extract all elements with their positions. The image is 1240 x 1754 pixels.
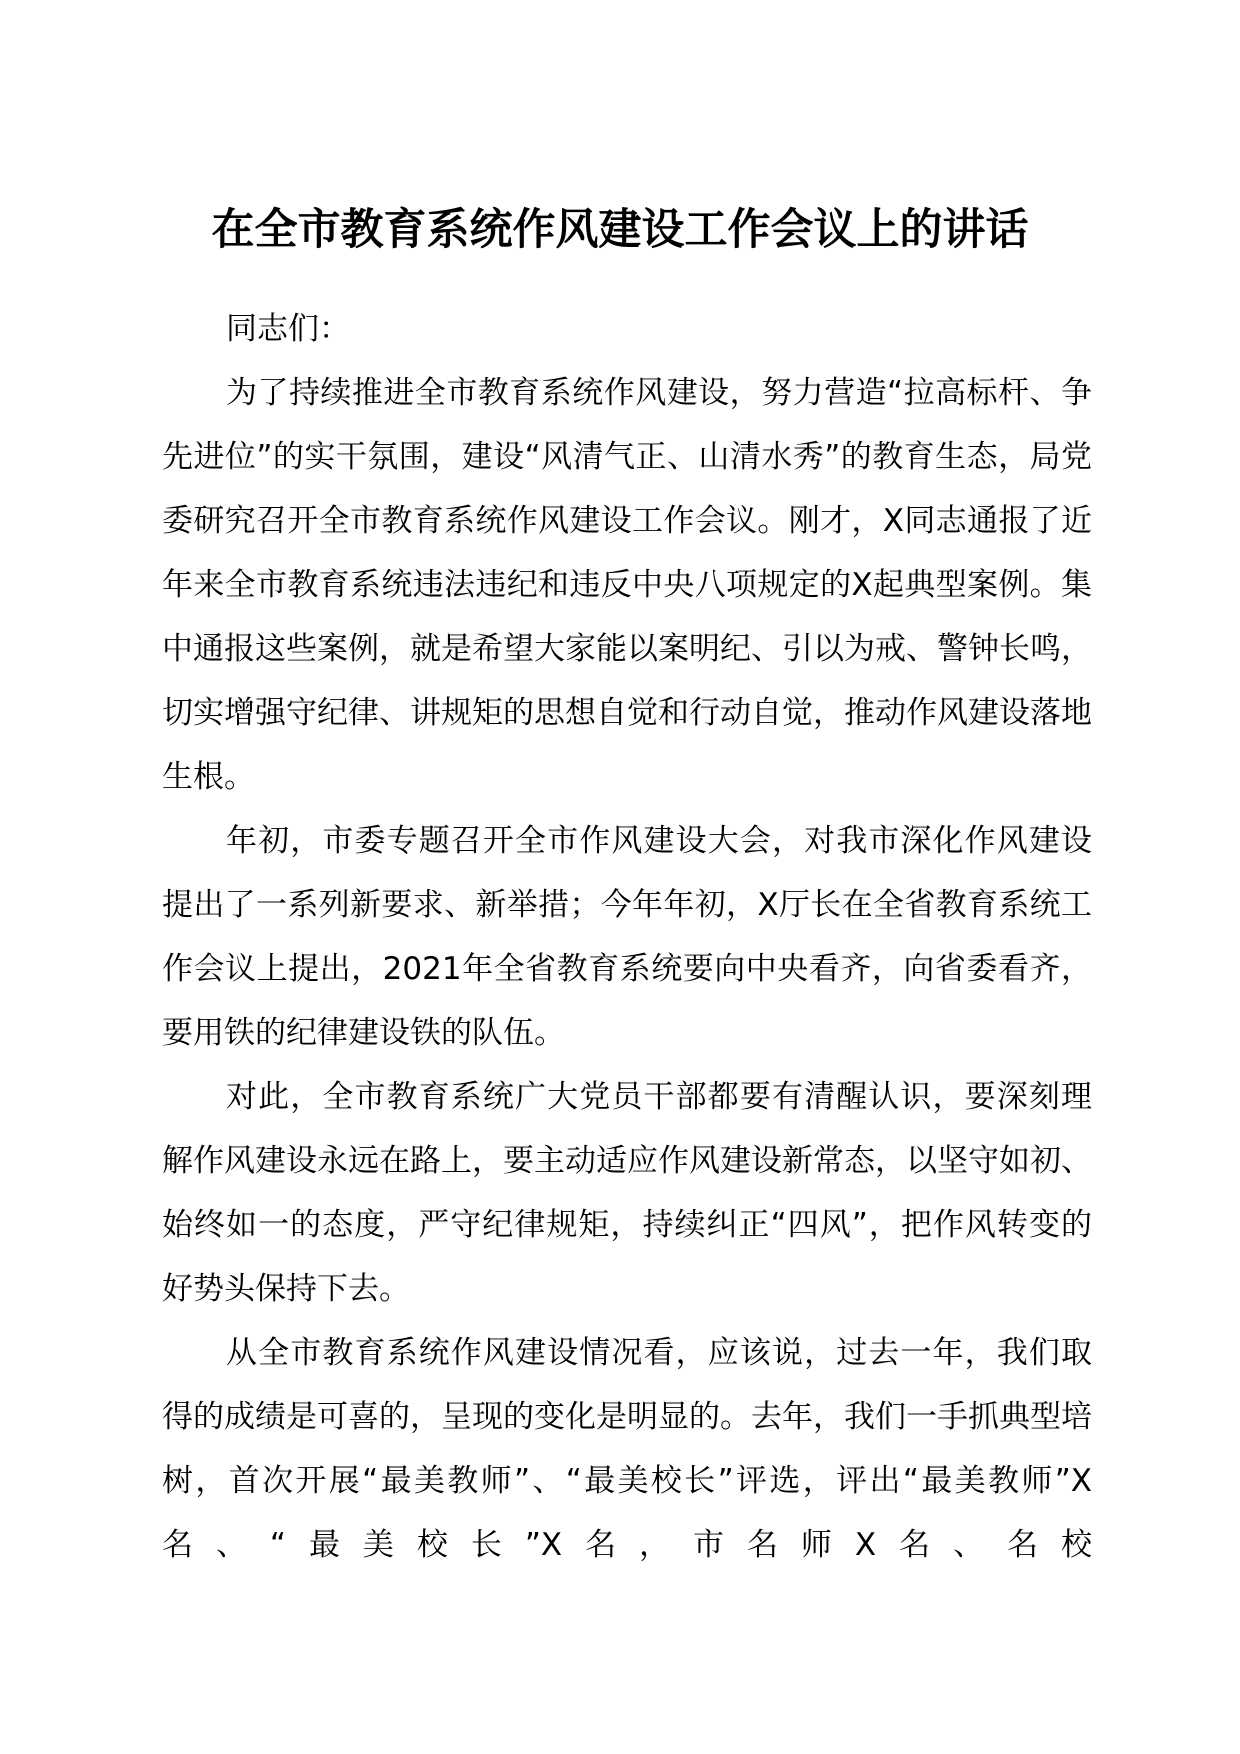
paragraph-3: 对此，全市教育系统广大党员干部都要有清醒认识，要深刻理解作风建设永远在路上，要主动适应作风建设新常态，以坚守如初、始终如一的态度，严守纪律规矩，持续纠正“四风”，把作风转变的好势头保持下去。 bbox=[162, 1079, 1092, 1307]
greeting-line: 同志们： bbox=[226, 311, 350, 347]
paragraph-4: 从全市教育系统作风建设情况看，应该说，过去一年，我们取得的成绩是可喜的，呈现的变化是明显的。去年，我们一手抓典型培树，首次开展“最美教师”、“最美校长”评选，评出“最美教师”X名、“最美校长”X名，市名师X名、名校 bbox=[162, 1335, 1092, 1563]
document-body bbox=[162, 297, 1092, 1577]
document-title: 在全市教育系统作风建设工作会议上的讲话 bbox=[211, 205, 1029, 255]
paragraph-2: 年初，市委专题召开全市作风建设大会，对我市深化作风建设提出了一系列新要求、新举措；今年年初，X厅长在全省教育系统工作会议上提出，2021年全省教育系统要向中央看齐，向省委看齐，要用铁的纪律建设铁的队伍。 bbox=[162, 823, 1092, 1051]
paragraph-1: 为了持续推进全市教育系统作风建设，努力营造“拉高标杆、争先进位”的实干氛围，建设“风清气正、山清水秀”的教育生态，局党委研究召开全市教育系统作风建设工作会议。刚才，X同志通报了近年来全市教育系统违法违纪和违反中央八项规定的X起典型案例。集中通报这些案例，就是希望大家能以案明纪、引以为戒、警钟长鸣，切实增强守纪律、讲规矩的思想自觉和行动自觉，推动作风建设落地生根。 bbox=[162, 375, 1092, 795]
